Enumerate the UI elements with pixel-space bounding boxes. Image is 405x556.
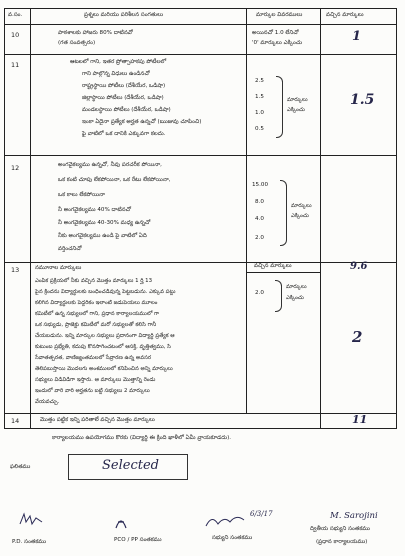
row-13-text-1: ఎంపిక ప్రక్రియలో నీకు వచ్చిన మొత్తం మార్కులు 1 ర్హి 13 (35, 278, 153, 284)
row-13-text-10: సభ్యులు విడివిడిగా ఇస్తారు. ఆ మార్కులు మొత్తాన్ని రెండు (35, 377, 156, 383)
row-14-text: మొత్తం పట్టిక ఇన్ని పరితాలే వచ్చిన మొత్తం మార్కులు (40, 417, 155, 423)
row-13-text-3: కలిగిన విద్యార్థులకు పెద్దరికం ఇలాంటి జడుపెయలు మూలం (35, 300, 158, 306)
header-sno: వ.సం. (8, 12, 23, 18)
row-13-text-6: చేయబడును. ఇన్ని మార్కుల సభ్యులు ప్రదానంగా విద్యార్థి ప్రత్యేక ఆ (35, 333, 175, 339)
row-12-text-4: నీ అంగవైకల్యము 40% దాటినచో (58, 207, 131, 213)
row-11-score-2: 1.5 (255, 94, 264, 100)
row-11-divider (4, 155, 396, 156)
header-criteria: ప్రశ్నలు మరియు పరిశీలన సంగతులు (84, 12, 164, 18)
row-10-awarded: 1 (352, 29, 362, 44)
col-divider-1 (30, 8, 31, 429)
row-11-number: 11 (11, 61, 20, 69)
row-13-text-4: కమిటీలో ఉన్న సభ్యులలో గాని, ప్రధాన కార్యాలయములో గా (35, 311, 160, 317)
member-signature-date: 6/3/17 (250, 510, 273, 518)
pco-signature (112, 512, 130, 530)
row-12-brace-label-1: మార్కులు (291, 203, 312, 209)
row-11-brace-label-1: మార్కులు (287, 97, 308, 103)
result-value: Selected (102, 458, 159, 473)
row-11-text-1: ఆటలలో గాని, ఇతర ప్రోత్సాహకపు పోటీలలో (70, 59, 167, 65)
member-signature-label: సభ్యుని సంతకము (212, 535, 253, 541)
row-11-text-5: మండలస్థాయి పోటీలు (దేశీయేర, ఒడిషా) (82, 107, 171, 113)
row-11-brace-label-2: ఎక్కించు (287, 107, 305, 113)
header-divider (4, 24, 396, 25)
row-12-score-4: 2.0 (255, 235, 264, 241)
row-14-awarded: 11 (352, 413, 368, 426)
row-12-score-2: 8.0 (255, 199, 264, 205)
row-13-brace-label-1: మార్కులు (286, 284, 307, 290)
table-border-top (4, 8, 396, 9)
row-13-awarded: 2 (352, 328, 363, 346)
pco-signature-label: PCO / PP సంతకము (114, 537, 162, 543)
row-11-score-4: 0.5 (255, 126, 264, 132)
row-10-text-1: పాఠశాలకు హాజరు 80% దాటినవో (58, 30, 133, 36)
head-office-label: (ప్రధాన కార్యాలయము) (316, 539, 368, 545)
row-14-number: 14 (11, 417, 20, 425)
row-12-brace (280, 180, 287, 246)
row-11-awarded: 1.5 (350, 92, 375, 108)
row-13-sub-marks-header: వచ్చిన మార్కులు (254, 263, 292, 269)
row-12-text-2: ఒక కంటి చూపు లేకపోయినా, ఒక రేటు లేకపోయినా, (58, 177, 171, 183)
row-12-text-1: అంగవైకల్యము ఉన్నచో, నీవు పరచరీక పోయినా, (58, 162, 162, 168)
row-10-marks-2: '0' మార్కులు ఎక్కించు (252, 40, 303, 46)
row-13-sub-marks-value: 9.6 (350, 261, 368, 272)
pd-signature-label: P.D. సంతకము (12, 539, 47, 545)
row-13-text-8: సేవాతత్పరత, వాణిజ్యంతమలలో సేవ్రారణ ఉన్న అవసర (35, 355, 152, 361)
row-13-text-7: కుటుంబ ప్రభ్యేతి, కదుపు కొనసాగించటంలో ఆసక్తి, వృత్తిత్వము, సి (35, 344, 171, 350)
result-label: ఫలితము (10, 464, 31, 470)
row-11-brace (276, 76, 283, 138)
row-11-text-4: జిల్లాస్థాయి పోటీలు (దేశీయేర, ఒడిషా) (82, 95, 164, 101)
row-10-divider (4, 54, 396, 55)
col-divider-3 (320, 8, 321, 429)
table-border-bottom (4, 428, 396, 429)
row-11-text-2: గాని పాల్గొన్న విధులు ఉండినచో (82, 71, 150, 77)
header-marks-awarded: వచ్చిన మార్కులు (326, 12, 364, 18)
row-13-text-2: పైన క్రిందను విద్యార్థులకు బంధించడివున్న పెట్టబడును. ఎక్కువ పట్టు (35, 289, 176, 295)
row-13-title: నమూనాల మార్కులు (35, 265, 82, 271)
row-12-divider (4, 262, 396, 263)
row-12-text-3: ఒక కాలు లేకపోయినా (58, 192, 105, 198)
row-12-text-5: నీ అంగవైకల్యము 40-30% మధ్య ఉన్నచో (58, 220, 151, 226)
row-12-brace-label-2: ఎక్కించు (291, 213, 309, 219)
row-11-text-6: ఇంకా ఏదైనా ప్రత్యేక అర్హత ఉన్నచో (ఋజువు చూపించి) (82, 119, 202, 125)
row-12-score-3: 4.0 (255, 216, 264, 222)
office-use-note: కార్యాలయము ఉపయోగము కొరకు (విద్యార్థి ఈ క్రింది ఖాళీలో ఏమీ వ్రాయకూడదు). (52, 435, 232, 441)
row-13-divider (4, 413, 396, 414)
member-signature (204, 510, 248, 532)
header-marks-detail: మార్కుల వివరములు (256, 12, 303, 18)
row-10-number: 10 (11, 31, 20, 39)
row-10-text-2: (గత సంవత్సరం) (58, 40, 96, 46)
table-border-left (4, 8, 5, 429)
row-12-text-6: నీకు అంగవైకల్యము ఉండి పై వాటిలో ఏది (58, 233, 147, 239)
row-13-text-11: ఇందులో వారి వారి అర్హతను బట్టి సభ్యులు 2 మార్కులు (35, 388, 150, 394)
col-divider-2 (246, 8, 247, 414)
row-13-text-12: వేయవచ్చు. (35, 399, 60, 405)
row-11-score-1: 2.5 (255, 78, 264, 84)
row-13-number: 13 (11, 266, 20, 274)
row-10-marks-1: అయినచో 1.0 లేనిచో (252, 30, 299, 36)
row-13-sub-header-line (246, 272, 320, 273)
table-border-right (396, 8, 397, 429)
member2-signature-name: M. Sarojini (330, 511, 378, 521)
row-11-text-3: రాష్ట్రస్థాయి పోటీలు (దేశీయేర, ఒడిషా) (82, 83, 166, 89)
row-12-score-1: 15.00 (252, 182, 269, 188)
row-12-number: 12 (11, 164, 20, 172)
row-11-score-3: 1.0 (255, 110, 264, 116)
row-13-brace (275, 280, 282, 312)
row-13-score: 2.0 (255, 290, 264, 296)
row-11-text-7: ఫై వాటిలో ఒక దానికి ఎక్కువగా కలదు. (82, 131, 166, 137)
member2-signature-label: ద్వితీయ సభ్యుని సంతకము (310, 526, 370, 532)
pd-signature (18, 510, 44, 530)
row-13-brace-label-2: ఎక్కించు (286, 295, 304, 301)
row-13-text-9: తెలిపబుస్తాయి మొదలగు అంశములలో కనిపించిన అన్ని మార్కులు (35, 366, 173, 372)
row-13-text-5: ఒక సభ్యుడు, ప్రాజెక్టు కమిటీలో మరో సభ్యులతో కలిసి గానీ (35, 322, 157, 328)
row-12-text-7: వర్తించనిచో (58, 246, 82, 252)
